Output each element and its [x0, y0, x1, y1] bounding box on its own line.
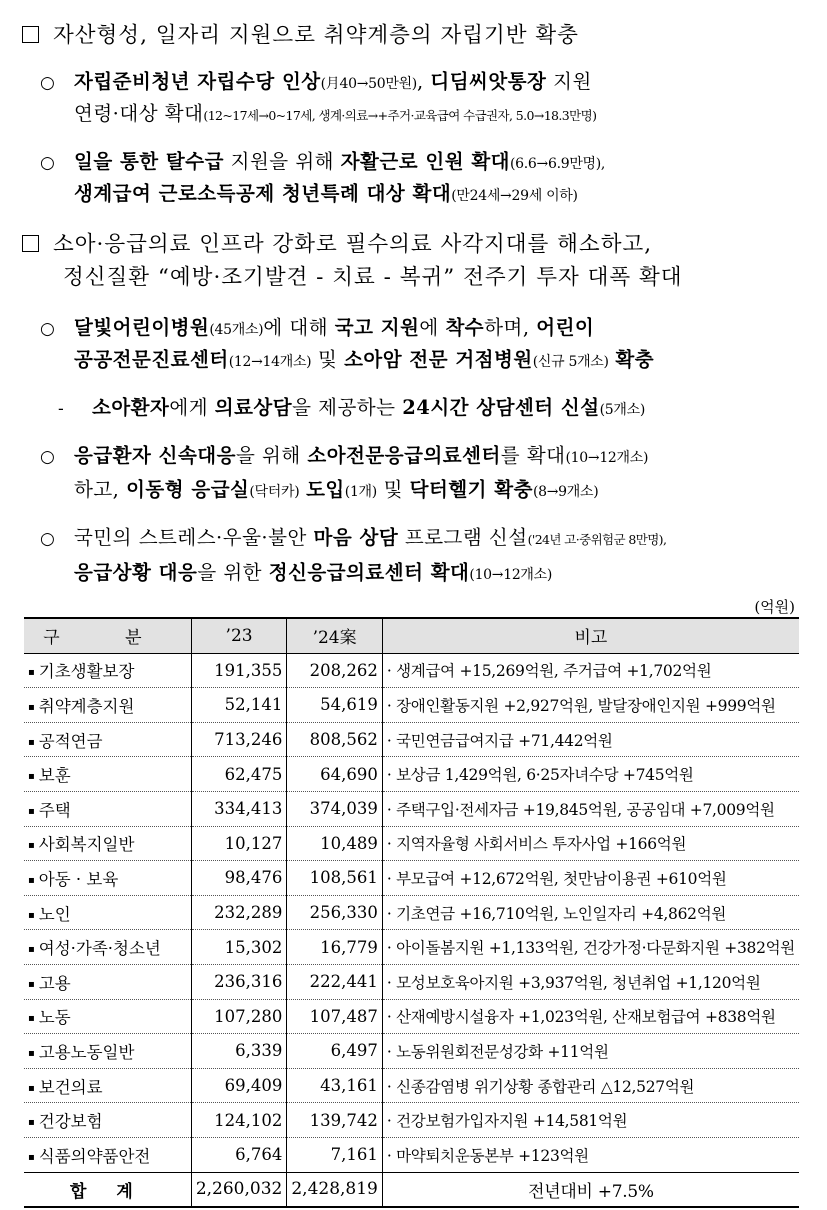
table-row	[24, 999, 799, 1034]
text-run: (12→14개소)	[228, 354, 312, 370]
row-2023: 98,476	[191, 861, 287, 896]
row-2023: 15,302	[191, 930, 287, 965]
section-2-title-line1: 소아·응급의료 인프라 강화로 필수의료 사각지대를 해소하고,	[53, 232, 653, 257]
square-bullet-icon: ▪	[28, 736, 35, 748]
row-2024: 108,561	[287, 861, 383, 896]
text-run: 국고 지원	[334, 316, 420, 339]
text-run: 소아암 전문 거점병원	[344, 348, 533, 371]
text-run: (닥터카)	[249, 484, 300, 500]
text-run: (5개소)	[599, 402, 645, 418]
bullet-marker: ○	[40, 529, 56, 549]
header-category: 구 분	[24, 618, 191, 653]
row-2024: 374,039	[287, 791, 383, 826]
text-run: 을 위해	[236, 444, 308, 467]
row-category-cell	[24, 1034, 191, 1069]
row-2023: 62,475	[191, 757, 287, 792]
table-row	[24, 791, 799, 826]
row-note: · 기초연금 +16,710억원, 노인일자리 +4,862억원	[382, 895, 799, 930]
row-2023: 10,127	[191, 826, 287, 861]
row-2024: 107,487	[287, 999, 383, 1034]
text-run: 에 대해	[263, 316, 335, 339]
row-2024: 54,619	[287, 688, 383, 723]
section-1-title: 자산형성, 일자리 지원으로 취약계층의 자립기반 확충	[53, 23, 579, 48]
text-run: (1개)	[344, 484, 377, 500]
section-2-title-line2: 정신질환 “예방·조기발견 - 치료 - 복귀” 전주기 투자 대폭 확대	[63, 265, 683, 290]
square-bullet-icon: ▪	[28, 667, 35, 679]
row-category: 고용	[38, 973, 71, 993]
text-run: 디딤씨앗통장	[430, 70, 547, 93]
text-run: 자립준비청년 자립수당 인상	[74, 70, 321, 93]
table-row	[24, 895, 799, 930]
row-2024: 808,562	[287, 722, 383, 757]
row-category: 취약계층지원	[38, 696, 135, 716]
row-note: · 아이돌봄지원 +1,133억원, 건강가정·다문화지원 +382억원	[382, 930, 799, 965]
text-run: 및	[311, 348, 345, 371]
row-2024: 43,161	[287, 1068, 383, 1103]
bullet-marker: ○	[40, 447, 56, 467]
bullet-marker: ○	[40, 73, 56, 93]
text-run: 에	[419, 316, 446, 339]
row-2023: 52,141	[191, 688, 287, 723]
text-run: (만24세→29세 이하)	[451, 188, 578, 204]
text-run: 24시간 상담센터 신설	[402, 396, 600, 419]
row-category: 고용노동일반	[38, 1042, 135, 1062]
row-note: · 부모급여 +12,672억원, 첫만남이용권 +610억원	[382, 861, 799, 896]
row-2024: 6,497	[287, 1034, 383, 1069]
row-2023: 6,764	[191, 1137, 287, 1172]
square-bullet-icon: ▪	[28, 1151, 35, 1163]
text-run: 정신응급의료센터 확대	[268, 561, 470, 584]
section-1-heading	[22, 18, 579, 49]
row-note: · 노동위원회전문성강화 +11억원	[382, 1034, 799, 1069]
table-row	[24, 930, 799, 965]
row-note: · 지역자율형 사회서비스 투자사업 +166억원	[382, 826, 799, 861]
table-row	[24, 1137, 799, 1172]
bullet-item	[40, 312, 594, 340]
text-run: 국민의 스트레스·우울·불안	[74, 526, 314, 549]
row-category-cell	[24, 1103, 191, 1138]
text-run: 지원	[546, 70, 592, 93]
text-run: 달빛어린이병원	[74, 316, 210, 339]
checkbox-square-icon	[22, 26, 39, 43]
row-2023: 107,280	[191, 999, 287, 1034]
square-bullet-icon: ▪	[28, 944, 35, 956]
row-2024: 208,262	[287, 653, 383, 688]
row-category: 아동 · 보육	[38, 869, 119, 889]
table-row	[24, 1103, 799, 1138]
text-run: 의료상담	[214, 396, 293, 419]
text-run: 이동형 응급실	[126, 478, 250, 501]
checkbox-square-icon	[22, 235, 39, 252]
square-bullet-icon: ▪	[28, 701, 35, 713]
row-2023: 334,413	[191, 791, 287, 826]
row-category-cell	[24, 861, 191, 896]
text-run: 를 확대	[500, 444, 566, 467]
total-note: 전년대비 +7.5%	[382, 1172, 799, 1207]
row-2024: 222,441	[287, 964, 383, 999]
row-category-cell	[24, 1068, 191, 1103]
bullet-continuation	[74, 474, 598, 502]
unit-label: (억원)	[754, 598, 795, 616]
text-run: 및	[376, 478, 410, 501]
row-category-cell	[24, 757, 191, 792]
text-run: 을 위한	[197, 561, 269, 584]
table-row	[24, 826, 799, 861]
row-2024: 10,489	[287, 826, 383, 861]
text-run: (10→12개소)	[565, 450, 649, 466]
text-run: 지원을 위해	[223, 150, 341, 173]
row-category: 식품의약품안전	[38, 1146, 151, 1166]
bullet-continuation	[74, 178, 578, 206]
row-category-cell	[24, 722, 191, 757]
text-run: (신규 5개소)	[532, 354, 609, 370]
text-run: (45개소)	[209, 322, 264, 338]
bullet-item	[40, 522, 666, 550]
header-2023: ’23	[191, 618, 287, 653]
row-note: · 생계급여 +15,269억원, 주거급여 +1,702억원	[382, 653, 799, 688]
budget-table	[24, 617, 799, 1208]
text-run: 도입	[306, 478, 345, 501]
text-run: (10→12개소)	[469, 567, 553, 583]
sub-bullet-item	[58, 392, 645, 420]
table-total-row	[24, 1172, 799, 1207]
total-2023: 2,260,032	[191, 1172, 287, 1207]
text-run: 연령·대상 확대	[74, 102, 204, 125]
row-category: 공적연금	[38, 731, 103, 751]
square-bullet-icon: ▪	[28, 874, 35, 886]
table-header-row	[24, 618, 799, 653]
row-category: 건강보험	[38, 1112, 103, 1132]
row-2024: 7,161	[287, 1137, 383, 1172]
row-2023: 191,355	[191, 653, 287, 688]
row-2024: 64,690	[287, 757, 383, 792]
row-2023: 236,316	[191, 964, 287, 999]
row-category: 주택	[38, 800, 71, 820]
text-run: 하고,	[74, 478, 127, 501]
text-run: 어린이	[536, 316, 595, 339]
text-run: 소아환자	[92, 396, 170, 419]
row-2023: 124,102	[191, 1103, 287, 1138]
section-2-heading	[22, 227, 652, 258]
table-row	[24, 653, 799, 688]
table-row	[24, 1034, 799, 1069]
row-2023: 6,339	[191, 1034, 287, 1069]
row-note: · 보상금 1,429억원, 6·25자녀수당 +745억원	[382, 757, 799, 792]
text-run: 마음 상담	[313, 526, 399, 549]
row-note: · 모성보호육아지원 +3,937억원, 청년취업 +1,120억원	[382, 964, 799, 999]
text-run: ('24년 고·중위험군 8만명),	[527, 532, 667, 547]
text-run: 공공전문진료센터	[74, 348, 229, 371]
bullet-marker: -	[58, 399, 65, 419]
text-run: 에게	[169, 396, 215, 419]
row-2024: 139,742	[287, 1103, 383, 1138]
row-2023: 713,246	[191, 722, 287, 757]
text-run: (12~17세→0~17세, 생계·의료→+주거·교육급여 수급권자, 5.0→18.3만명)	[203, 108, 597, 123]
row-category: 보훈	[38, 766, 71, 786]
row-note: · 신종감염병 위기상황 종합관리 △12,527억원	[382, 1068, 799, 1103]
row-2024: 256,330	[287, 895, 383, 930]
text-run: 하며,	[484, 316, 537, 339]
row-note: · 장애인활동지원 +2,927억원, 발달장애인지원 +999억원	[382, 688, 799, 723]
square-bullet-icon: ▪	[28, 909, 35, 921]
bullet-marker: ○	[40, 319, 56, 339]
bullet-continuation	[74, 98, 596, 126]
row-category-cell	[24, 930, 191, 965]
bullet-marker: ○	[40, 153, 56, 173]
row-2024: 16,779	[287, 930, 383, 965]
square-bullet-icon: ▪	[28, 1047, 35, 1059]
row-category: 여성·가족·청소년	[38, 939, 161, 959]
row-category-cell	[24, 964, 191, 999]
square-bullet-icon: ▪	[28, 1013, 35, 1025]
bullet-item	[40, 66, 592, 94]
bullet-continuation	[74, 344, 654, 372]
total-label: 합 계	[24, 1172, 191, 1207]
square-bullet-icon: ▪	[28, 978, 35, 990]
text-run: (月40→50만원)	[320, 76, 417, 92]
row-note: · 주택구입·전세자금 +19,845억원, 공공임대 +7,009억원	[382, 791, 799, 826]
square-bullet-icon: ▪	[28, 1082, 35, 1094]
row-category: 노동	[38, 1008, 71, 1028]
row-note: · 마약퇴치운동본부 +123억원	[382, 1137, 799, 1172]
header-2024: ’24案	[287, 618, 383, 653]
text-run: 닥터헬기 확충	[409, 478, 533, 501]
text-run: ,	[416, 70, 431, 93]
text-run: 소아전문응급의료센터	[307, 444, 501, 467]
row-category-cell	[24, 688, 191, 723]
bullet-item	[40, 146, 605, 174]
square-bullet-icon: ▪	[28, 840, 35, 852]
text-run: 프로그램 신설	[398, 526, 528, 549]
text-run: 응급상황 대응	[74, 561, 198, 584]
square-bullet-icon: ▪	[28, 1117, 35, 1129]
header-note: 비고	[382, 618, 799, 653]
table-row	[24, 964, 799, 999]
square-bullet-icon: ▪	[28, 771, 35, 783]
table-row	[24, 722, 799, 757]
square-bullet-icon: ▪	[28, 805, 35, 817]
row-category-cell	[24, 895, 191, 930]
row-category: 기초생활보장	[38, 662, 135, 682]
text-run: 응급환자 신속대응	[74, 444, 236, 467]
table-row	[24, 861, 799, 896]
row-note: · 국민연금급여지급 +71,442억원	[382, 722, 799, 757]
row-category-cell	[24, 826, 191, 861]
table-row	[24, 1068, 799, 1103]
text-run: 일을 통한 탈수급	[74, 150, 224, 173]
text-run: (8→9개소)	[532, 484, 599, 500]
text-run: 을 제공하는	[292, 396, 403, 419]
row-category-cell	[24, 1137, 191, 1172]
row-category-cell	[24, 653, 191, 688]
bullet-continuation	[74, 557, 552, 585]
row-2023: 232,289	[191, 895, 287, 930]
table-row	[24, 688, 799, 723]
row-category: 보건의료	[38, 1077, 103, 1097]
row-category-cell	[24, 791, 191, 826]
text-run: 확충	[615, 348, 655, 371]
row-note: · 건강보험가입자지원 +14,581억원	[382, 1103, 799, 1138]
row-category: 사회복지일반	[38, 835, 135, 855]
text-run: 자활근로 인원 확대	[340, 150, 510, 173]
text-run: (6.6→6.9만명),	[510, 156, 606, 172]
text-run: 착수	[445, 316, 485, 339]
bullet-item	[40, 440, 648, 468]
row-note: · 산재예방시설융자 +1,023억원, 산재보험급여 +838억원	[382, 999, 799, 1034]
row-category-cell	[24, 999, 191, 1034]
total-2024: 2,428,819	[287, 1172, 383, 1207]
row-category: 노인	[38, 904, 71, 924]
text-run: 생계급여 근로소득공제 청년특례 대상 확대	[74, 182, 452, 205]
row-2023: 69,409	[191, 1068, 287, 1103]
table-row	[24, 757, 799, 792]
